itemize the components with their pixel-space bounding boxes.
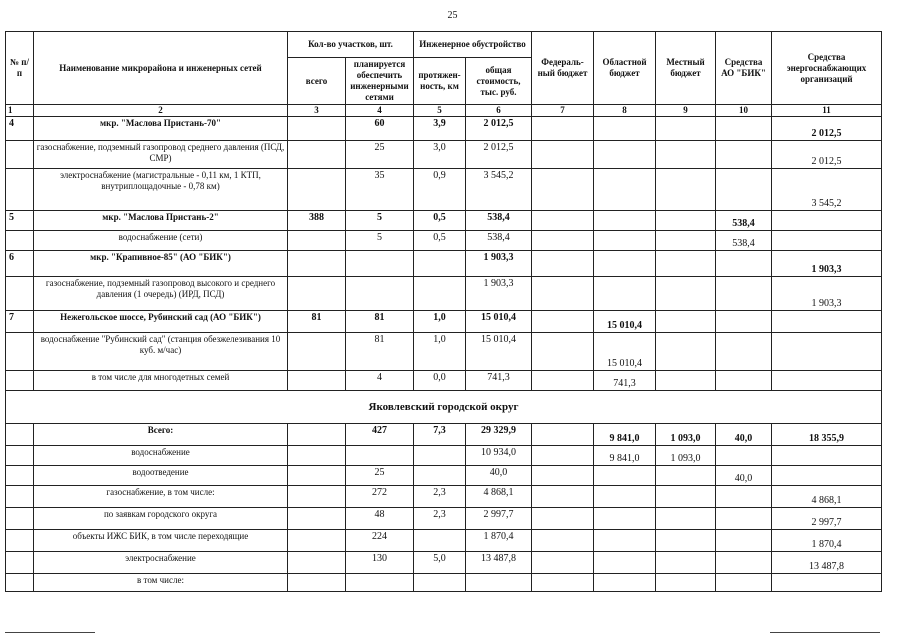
header-regional: Областной бюджет — [594, 32, 656, 105]
cell-plots-planned: 25 — [346, 141, 414, 169]
cell-local — [656, 508, 716, 530]
row-name: газоснабжение, в том числе: — [34, 486, 288, 508]
cell-federal — [532, 277, 594, 311]
cell-length — [414, 251, 466, 277]
cell-bik — [716, 117, 772, 141]
cell-bik: 40,0 — [716, 424, 772, 446]
cell-energy: 2 012,5 — [772, 141, 882, 169]
cell-plots-planned — [346, 251, 414, 277]
cell-federal — [532, 552, 594, 574]
cell-plots-total — [288, 277, 346, 311]
cell-plots-planned: 5 — [346, 231, 414, 251]
cell-cost: 40,0 — [466, 466, 532, 486]
cell-local — [656, 231, 716, 251]
row-name: водоснабжение "Рубинский сад" (станция обезжелезивания 10 куб. м/час) — [34, 333, 288, 371]
cell-plots-planned: 81 — [346, 333, 414, 371]
row-name: мкр. "Маслова Пристань-70" — [34, 117, 288, 141]
cell-bik — [716, 508, 772, 530]
cell-length: 3,0 — [414, 141, 466, 169]
row-number — [6, 552, 34, 574]
cell-plots-planned: 60 — [346, 117, 414, 141]
cell-energy — [772, 446, 882, 466]
cell-local — [656, 251, 716, 277]
table-row — [6, 333, 882, 371]
cell-plots-total — [288, 574, 346, 592]
cell-cost: 1 903,3 — [466, 251, 532, 277]
cell-regional: 741,3 — [594, 371, 656, 391]
cell-cost: 15 010,4 — [466, 311, 532, 333]
footer-rule — [770, 632, 880, 633]
row-name: Всего: — [34, 424, 288, 446]
column-number: 10 — [716, 105, 772, 117]
header-no: № п/п — [6, 32, 34, 105]
cell-regional — [594, 231, 656, 251]
cell-regional — [594, 508, 656, 530]
cell-local — [656, 371, 716, 391]
cell-plots-planned: 25 — [346, 466, 414, 486]
cell-energy: 13 487,8 — [772, 552, 882, 574]
cell-length: 1,0 — [414, 333, 466, 371]
cell-length — [414, 466, 466, 486]
cell-federal — [532, 333, 594, 371]
cell-local — [656, 466, 716, 486]
cell-plots-total — [288, 552, 346, 574]
cell-regional — [594, 211, 656, 231]
cell-plots-total — [288, 466, 346, 486]
cell-plots-total — [288, 231, 346, 251]
row-number — [6, 486, 34, 508]
row-number — [6, 446, 34, 466]
cell-local — [656, 277, 716, 311]
table-row — [6, 552, 882, 574]
cell-length — [414, 446, 466, 466]
section-title: Яковлевский городской округ — [6, 391, 882, 424]
cell-plots-planned: 130 — [346, 552, 414, 574]
table-row — [6, 466, 882, 486]
cell-plots-total — [288, 141, 346, 169]
cell-plots-planned: 427 — [346, 424, 414, 446]
cell-plots-total — [288, 117, 346, 141]
cell-federal — [532, 211, 594, 231]
cell-cost — [466, 574, 532, 592]
row-number — [6, 277, 34, 311]
cell-energy — [772, 466, 882, 486]
cell-local — [656, 311, 716, 333]
cell-bik — [716, 251, 772, 277]
cell-plots-total — [288, 251, 346, 277]
cell-local — [656, 552, 716, 574]
cell-federal — [532, 466, 594, 486]
cell-regional — [594, 552, 656, 574]
row-number — [6, 169, 34, 211]
cell-bik — [716, 277, 772, 311]
cell-length: 0,9 — [414, 169, 466, 211]
header-local: Местный бюджет — [656, 32, 716, 105]
cell-energy: 18 355,9 — [772, 424, 882, 446]
row-number: 6 — [6, 251, 34, 277]
cell-energy: 3 545,2 — [772, 169, 882, 211]
cell-cost: 2 997,7 — [466, 508, 532, 530]
cell-local — [656, 141, 716, 169]
cell-plots-total — [288, 446, 346, 466]
cell-cost: 10 934,0 — [466, 446, 532, 466]
cell-local: 1 093,0 — [656, 446, 716, 466]
cell-plots-planned: 272 — [346, 486, 414, 508]
cell-bik: 538,4 — [716, 211, 772, 231]
cell-federal — [532, 574, 594, 592]
cell-local — [656, 211, 716, 231]
header-energy: Средства энергоснабжающих организаций — [772, 32, 882, 105]
cell-regional: 15 010,4 — [594, 311, 656, 333]
cell-regional — [594, 530, 656, 552]
cell-length — [414, 277, 466, 311]
header-federal: Федераль-ный бюджет — [532, 32, 594, 105]
cell-bik — [716, 371, 772, 391]
row-number — [6, 574, 34, 592]
row-name: по заявкам городского округа — [34, 508, 288, 530]
cell-plots-planned — [346, 574, 414, 592]
table-row — [6, 169, 882, 211]
row-name: в том числе для многодетных семей — [34, 371, 288, 391]
cell-plots-total — [288, 530, 346, 552]
cell-energy — [772, 333, 882, 371]
cell-plots-total — [288, 424, 346, 446]
header-plots-total: всего — [288, 58, 346, 105]
cell-length: 3,9 — [414, 117, 466, 141]
cell-regional — [594, 117, 656, 141]
row-name: мкр. "Маслова Пристань-2" — [34, 211, 288, 231]
financing-table — [5, 31, 882, 592]
header-plots: Кол-во участков, шт. — [288, 32, 414, 58]
cell-plots-total — [288, 486, 346, 508]
cell-bik — [716, 169, 772, 211]
table-row — [6, 141, 882, 169]
cell-regional — [594, 141, 656, 169]
header-length: протяжен-ность, км — [414, 58, 466, 105]
header-bik: Средства АО "БИК" — [716, 32, 772, 105]
cell-energy: 4 868,1 — [772, 486, 882, 508]
cell-federal — [532, 486, 594, 508]
cell-bik — [716, 141, 772, 169]
cell-energy — [772, 211, 882, 231]
table-row — [6, 251, 882, 277]
cell-local — [656, 574, 716, 592]
cell-length: 1,0 — [414, 311, 466, 333]
cell-plots-planned: 48 — [346, 508, 414, 530]
cell-length: 7,3 — [414, 424, 466, 446]
cell-local — [656, 486, 716, 508]
row-number — [6, 231, 34, 251]
cell-local — [656, 169, 716, 211]
row-name: газоснабжение, подземный газопровод среднего давления (ПСД, СМР) — [34, 141, 288, 169]
row-name: Нежегольское шоссе, Рубинский сад (АО "БИК") — [34, 311, 288, 333]
cell-federal — [532, 311, 594, 333]
cell-energy: 1 903,3 — [772, 251, 882, 277]
cell-local — [656, 530, 716, 552]
cell-local: 1 093,0 — [656, 424, 716, 446]
cell-regional — [594, 169, 656, 211]
cell-federal — [532, 508, 594, 530]
cell-energy: 2 012,5 — [772, 117, 882, 141]
cell-regional: 15 010,4 — [594, 333, 656, 371]
row-number: 7 — [6, 311, 34, 333]
cell-plots-total: 388 — [288, 211, 346, 231]
cell-regional — [594, 486, 656, 508]
cell-federal — [532, 141, 594, 169]
cell-federal — [532, 251, 594, 277]
cell-plots-planned: 224 — [346, 530, 414, 552]
table-row — [6, 574, 882, 592]
cell-length — [414, 574, 466, 592]
cell-energy: 2 997,7 — [772, 508, 882, 530]
footer-rule — [5, 632, 95, 633]
row-name: водоснабжение (сети) — [34, 231, 288, 251]
column-number: 6 — [466, 105, 532, 117]
cell-cost: 13 487,8 — [466, 552, 532, 574]
cell-regional: 9 841,0 — [594, 424, 656, 446]
header-plots-planned: планируется обеспечить инженерными сетями — [346, 58, 414, 105]
cell-energy — [772, 231, 882, 251]
cell-bik — [716, 486, 772, 508]
cell-federal — [532, 424, 594, 446]
cell-length — [414, 530, 466, 552]
cell-federal — [532, 446, 594, 466]
table-row — [6, 211, 882, 231]
row-name: электроснабжение (магистральные - 0,11 км, 1 КТП, внутриплощадочные - 0,78 км) — [34, 169, 288, 211]
cell-length: 2,3 — [414, 486, 466, 508]
cell-length: 0,5 — [414, 211, 466, 231]
column-number: 4 — [346, 105, 414, 117]
cell-regional — [594, 466, 656, 486]
cell-local — [656, 117, 716, 141]
cell-cost: 15 010,4 — [466, 333, 532, 371]
column-number: 8 — [594, 105, 656, 117]
cell-cost: 741,3 — [466, 371, 532, 391]
cell-federal — [532, 530, 594, 552]
row-number: 5 — [6, 211, 34, 231]
cell-federal — [532, 231, 594, 251]
cell-plots-total — [288, 508, 346, 530]
cell-regional — [594, 251, 656, 277]
cell-regional — [594, 277, 656, 311]
cell-energy: 1 870,4 — [772, 530, 882, 552]
cell-plots-planned — [346, 446, 414, 466]
cell-regional: 9 841,0 — [594, 446, 656, 466]
cell-plots-planned: 5 — [346, 211, 414, 231]
cell-energy: 1 903,3 — [772, 277, 882, 311]
row-name: мкр. "Крапивное-85" (АО "БИК") — [34, 251, 288, 277]
cell-length: 2,3 — [414, 508, 466, 530]
cell-bik — [716, 552, 772, 574]
table-row — [6, 371, 882, 391]
row-number — [6, 141, 34, 169]
cell-bik — [716, 333, 772, 371]
cell-bik — [716, 574, 772, 592]
table-row — [6, 231, 882, 251]
cell-cost: 1 870,4 — [466, 530, 532, 552]
cell-federal — [532, 371, 594, 391]
cell-length: 0,5 — [414, 231, 466, 251]
row-number: 4 — [6, 117, 34, 141]
column-number: 5 — [414, 105, 466, 117]
cell-bik — [716, 530, 772, 552]
cell-regional — [594, 574, 656, 592]
table-row — [6, 530, 882, 552]
cell-plots-total: 81 — [288, 311, 346, 333]
cell-plots-planned: 81 — [346, 311, 414, 333]
row-name: электроснабжение — [34, 552, 288, 574]
row-number — [6, 466, 34, 486]
table-row — [6, 446, 882, 466]
cell-cost: 538,4 — [466, 231, 532, 251]
row-name: объекты ИЖС БИК, в том числе переходящие — [34, 530, 288, 552]
column-number: 1 — [6, 105, 34, 117]
row-name: водоснабжение — [34, 446, 288, 466]
cell-plots-planned: 4 — [346, 371, 414, 391]
cell-local — [656, 333, 716, 371]
cell-cost: 1 903,3 — [466, 277, 532, 311]
cell-cost: 29 329,9 — [466, 424, 532, 446]
cell-bik: 40,0 — [716, 466, 772, 486]
cell-plots-total — [288, 333, 346, 371]
cell-cost: 2 012,5 — [466, 141, 532, 169]
cell-length: 0,0 — [414, 371, 466, 391]
cell-cost: 3 545,2 — [466, 169, 532, 211]
row-number — [6, 530, 34, 552]
column-number: 3 — [288, 105, 346, 117]
cell-federal — [532, 117, 594, 141]
column-number: 2 — [34, 105, 288, 117]
row-number — [6, 371, 34, 391]
cell-bik: 538,4 — [716, 231, 772, 251]
cell-plots-planned — [346, 277, 414, 311]
header-cost: общая стоимость, тыс. руб. — [466, 58, 532, 105]
cell-energy — [772, 311, 882, 333]
table-row — [6, 424, 882, 446]
column-number: 7 — [532, 105, 594, 117]
cell-plots-planned: 35 — [346, 169, 414, 211]
cell-bik — [716, 311, 772, 333]
row-number — [6, 424, 34, 446]
cell-cost: 4 868,1 — [466, 486, 532, 508]
row-number — [6, 333, 34, 371]
column-number: 9 — [656, 105, 716, 117]
row-number — [6, 508, 34, 530]
table-row — [6, 311, 882, 333]
cell-energy — [772, 574, 882, 592]
cell-cost: 538,4 — [466, 211, 532, 231]
page-number: 25 — [447, 10, 458, 21]
row-name: водоотведение — [34, 466, 288, 486]
cell-plots-total — [288, 169, 346, 211]
row-name: газоснабжение, подземный газопровод высокого и среднего давления (1 очередь) (ИРД, ПСД) — [34, 277, 288, 311]
row-name: в том числе: — [34, 574, 288, 592]
cell-energy — [772, 371, 882, 391]
table-row — [6, 486, 882, 508]
cell-federal — [532, 169, 594, 211]
table-row — [6, 277, 882, 311]
table-row — [6, 117, 882, 141]
table-row — [6, 508, 882, 530]
cell-length: 5,0 — [414, 552, 466, 574]
header-infra: Инженерное обустройство — [414, 32, 532, 58]
cell-bik — [716, 446, 772, 466]
cell-plots-total — [288, 371, 346, 391]
column-number: 11 — [772, 105, 882, 117]
header-name: Наименование микрорайона и инженерных сетей — [34, 32, 288, 105]
cell-cost: 2 012,5 — [466, 117, 532, 141]
